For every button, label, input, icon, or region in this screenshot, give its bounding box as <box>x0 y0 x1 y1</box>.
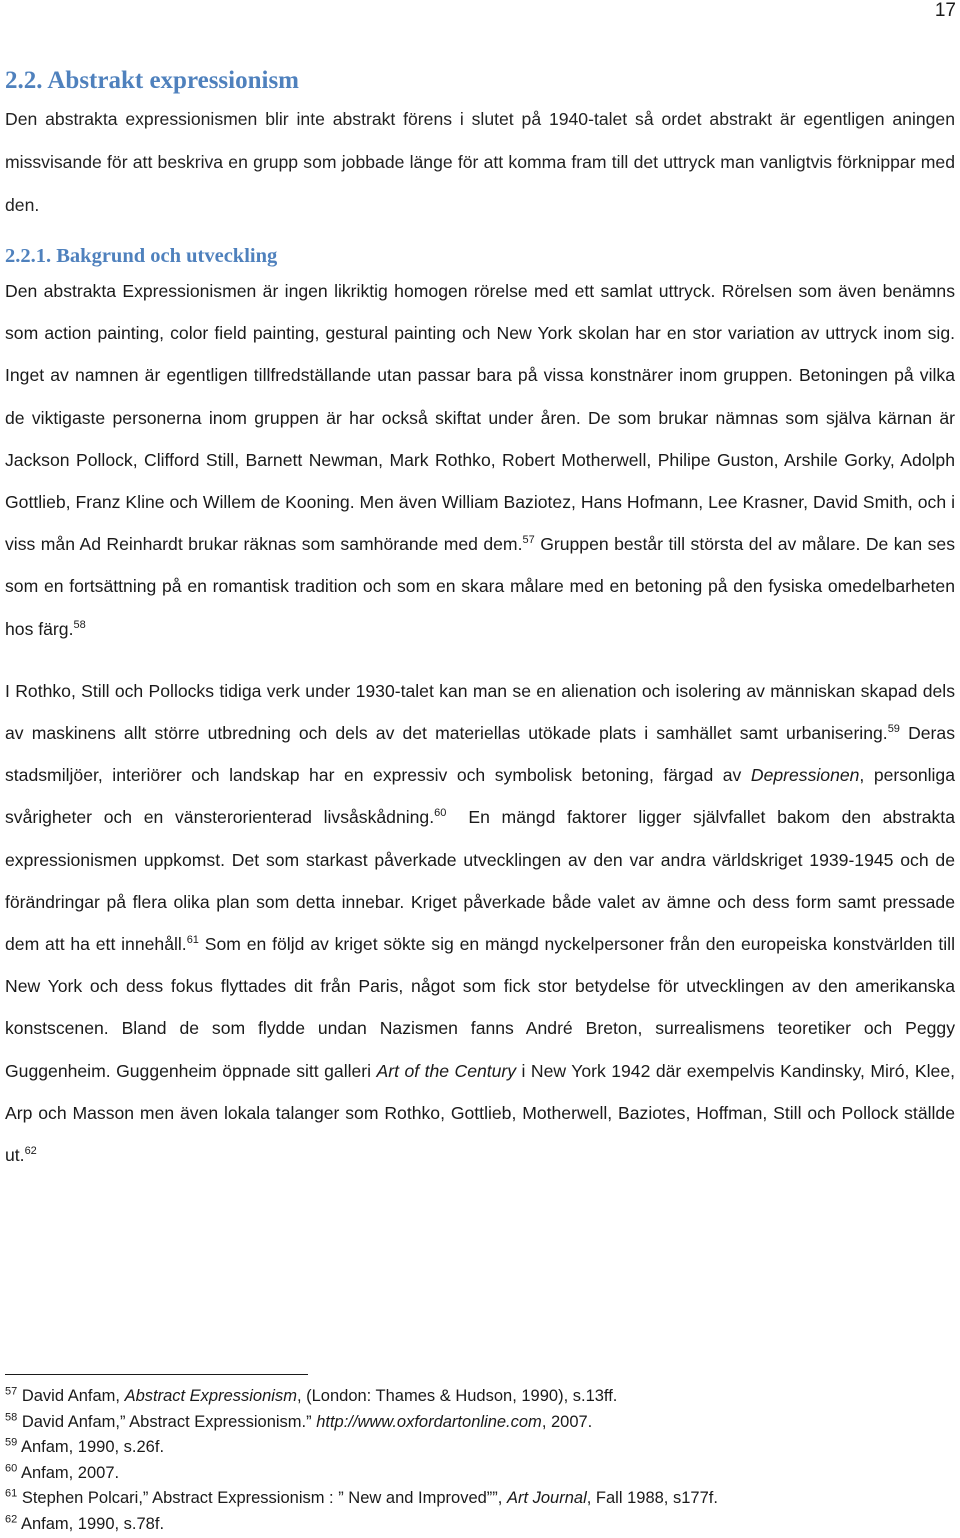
footnote-text: Anfam, 1990, s.26f. <box>20 1438 165 1457</box>
footnote-text: , 2007. <box>541 1412 593 1431</box>
footnote-ref: 57 <box>522 534 535 547</box>
paragraph-text: En mängd faktorer ligger självfallet bakom den abstrakta expressionismen uppkomst. Det som starkast påverkade utvecklingen av den var andra världskriget 1939-1945 och de förändringar på flera olika plan som detta innebar. Kriget påverkade både valet av ämne och dess form samt pressade dem att ha ett innehåll. <box>5 807 955 955</box>
footnote-number: 61 <box>5 1487 18 1500</box>
footnote-ref: 61 <box>186 934 199 947</box>
footnote-ref: 60 <box>434 807 447 820</box>
body-paragraph-2 <box>5 670 955 1176</box>
footnote-text: , Fall 1988, s177f. <box>586 1489 718 1508</box>
footnote <box>5 1435 955 1461</box>
footnote-number: 57 <box>5 1385 18 1398</box>
footnote-number: 58 <box>5 1411 18 1424</box>
footnote-text: David Anfam, <box>21 1387 125 1405</box>
footnote-link[interactable]: http://www.oxfordartonline.com <box>316 1412 542 1431</box>
paragraph-text: Gruppen består till största del av målare. De kan ses som en fortsättning på en romantisk tradition och som en skara målare med en betoning på den fysiska omedelbarheten hos färg. <box>5 534 955 639</box>
footnote-italic: Art Journal <box>506 1489 587 1508</box>
page-number: 17 <box>934 0 956 21</box>
subsection-heading: 2.2.1. Bakgrund och utveckling <box>5 245 278 267</box>
footnote-ref: 62 <box>24 1145 37 1158</box>
footnote-italic: Abstract Expressionism <box>124 1387 297 1405</box>
footnote-ref: 59 <box>887 723 900 736</box>
footnote-text: Stephen Polcari,” Abstract Expressionism : ” New and Improved””, <box>21 1489 507 1508</box>
italic-title: Art of the Century <box>376 1060 517 1081</box>
footnote <box>5 1461 955 1487</box>
footnote <box>5 1410 955 1436</box>
footnote-number: 59 <box>5 1436 18 1449</box>
paragraph-text: i New York 1942 där exempelvis Kandinsky, Miró, Klee, Arp och Masson men även lokala talanger som Rothko, Gottlieb, Motherwell, Baziotes, Hoffman, Still och Pollock ställde ut. <box>5 1060 955 1166</box>
footnote-number: 60 <box>5 1462 18 1475</box>
footnote-number: 62 <box>5 1513 18 1526</box>
section-heading: 2.2. Abstrakt expressionism <box>5 67 300 94</box>
footnote-separator <box>5 1374 308 1375</box>
paragraph-text: , personliga svårigheter och en vänsterorienterad livsåskådning. <box>5 765 955 828</box>
footnotes <box>5 1384 955 1538</box>
paragraph-text: Som en följd av kriget sökte sig en mängd nyckelpersoner från den europeiska konstvärlden till New York och dess fokus flyttades dit från Paris, något som fick stor betydelse för utvecklingen av den amerikanska konstscenen. Bland de som flydde undan Nazismen fanns André Breton, surrealismens teoretiker och Peggy Guggenheim. Guggenheim öppnade sitt galleri <box>5 934 955 1081</box>
footnote-ref: 58 <box>73 618 86 631</box>
page-content <box>5 64 955 1176</box>
footnote-text: Anfam, 1990, s.78f. <box>20 1514 165 1533</box>
footnote-text: David Anfam,” Abstract Expressionism.” <box>21 1412 317 1431</box>
footnote <box>5 1512 955 1538</box>
section-intro-paragraph: Den abstrakta expressionismen blir inte abstrakt förens i slutet på 1940-talet så ordet abstrakt är egentligen aningen missvisande för att beskriva en grupp som jobbade länge för att komma fram till det uttryck man vanligtvis förknippar med den. <box>5 109 955 215</box>
footnote <box>5 1486 955 1512</box>
paragraph-text: Den abstrakta Expressionismen är ingen likriktig homogen rörelse med ett samlat uttryck. Rörelsen som även benämns som action painting, color field painting, gestural painting och New York skolan har en stor variation av uttryck inom sig. Inget av namnen är egentligen tillfredställande utan passar bara på vissa konstnärer inom gruppen. Betoningen på vilka de viktigaste personerna inom gruppen är har också skiftat under åren. De som brukar nämnas som själva kärnan är Jackson Pollock, Clifford Still, Barnett Newman, Mark Rothko, Robert Motherwell, Philipe Guston, Arshile Gorky, Adolph Gottlieb, Franz Kline och Willem de Kooning. Men även William Baziotez, Hans Hofmann, Lee Krasner, David Smith, och i viss mån Ad Reinhardt brukar räknas som samhörande med dem. <box>5 281 955 555</box>
footnote-text: Anfam, 2007. <box>20 1463 120 1482</box>
italic-term: Depressionen <box>750 765 860 786</box>
footnote-text: , (London: Thames & Hudson, 1990), s.13ff. <box>296 1387 618 1405</box>
paragraph-text: I Rothko, Still och Pollocks tidiga verk under 1930-talet kan man se en alienation och isolering av människan skapad dels av maskinens allt större utbredning och dels av det materiellas utökade plats i samhället samt urbanisering. <box>5 680 955 744</box>
paragraph-text: Deras stadsmiljöer, interiörer och landskap har en expressiv och symbolisk betoning, färgad av <box>5 723 955 786</box>
footnote <box>5 1384 955 1410</box>
body-paragraph-1 <box>5 270 955 650</box>
